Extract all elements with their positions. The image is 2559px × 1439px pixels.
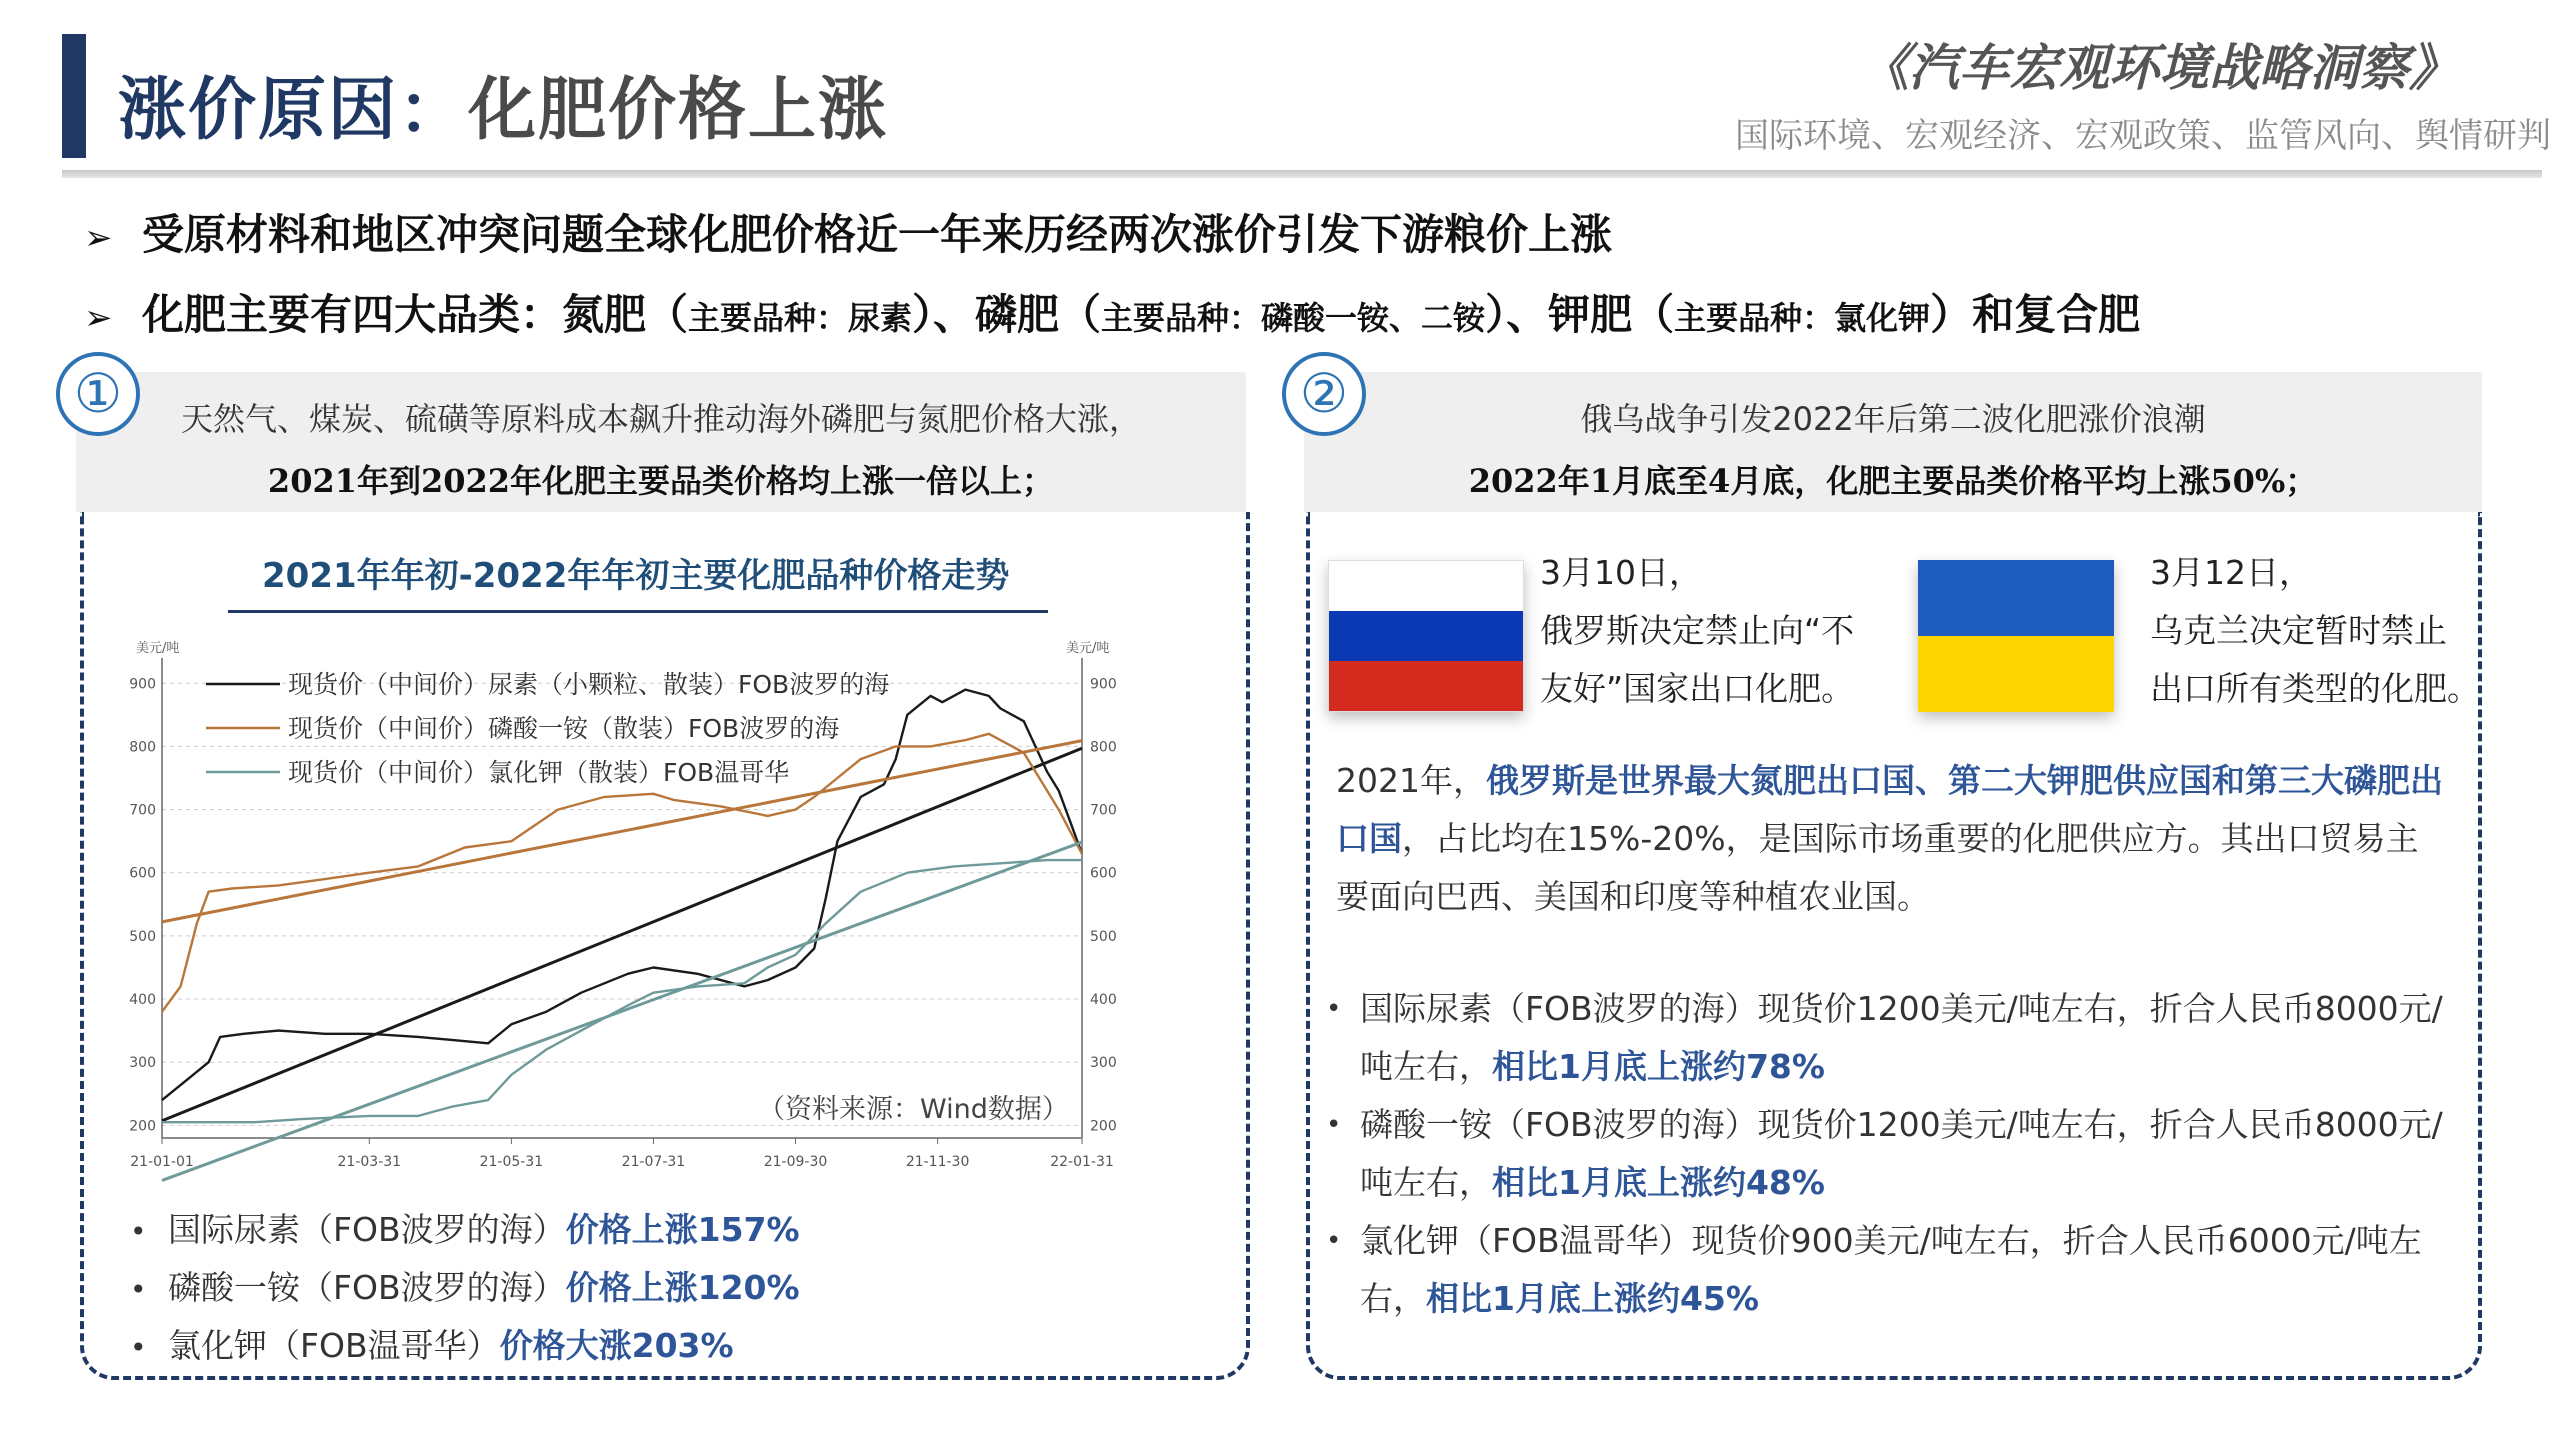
panel-1-bullet [130, 1204, 800, 1251]
chart-legend [206, 670, 889, 787]
arrow-bullet-icon: ➢ [84, 298, 113, 338]
panel-2-bullet-emphasis: 相比1月底上涨约45% [1426, 1279, 1759, 1318]
panel-1-bullet-emphasis: 价格上涨157% [565, 1210, 800, 1249]
ukraine-note-line-3: 出口所有类型的化肥。 [2150, 669, 2480, 708]
x-tick-label: 21-03-31 [337, 1154, 402, 1170]
panel-1-number-badge: ① [56, 352, 140, 436]
y-tick-label-left: 800 [129, 739, 156, 756]
brand-title: 《汽车宏观环境战略洞察》 [1859, 39, 2459, 97]
panel-1-bullet-text: 磷酸一铵（FOB波罗的海） [168, 1268, 566, 1307]
y-tick-label-right: 900 [1090, 676, 1117, 693]
arrow-bullet-icon: ➢ [84, 218, 113, 258]
b2-part-d: 主要品种：磷酸一铵、二铵 [1101, 299, 1486, 337]
b2-part-e: ）、钾肥（ [1485, 290, 1675, 339]
y-tick-label-right: 500 [1090, 928, 1117, 945]
para-lead: 2021年， [1336, 761, 1486, 800]
legend-label: 现货价（中间价）尿素（小颗粒、散装）FOB波罗的海 [288, 670, 890, 699]
legend-label: 现货价（中间价）氯化钾（散装）FOB温哥华 [288, 758, 790, 787]
y-tick-label-left: 900 [129, 676, 156, 693]
y-tick-label-left: 300 [129, 1055, 156, 1072]
b2-part-g: ）和复合肥 [1930, 290, 2141, 339]
x-tick-label: 22-01-31 [1050, 1154, 1114, 1170]
b2-part-c: ）、磷肥（ [912, 290, 1102, 339]
panel-1-bullet-text: 氯化钾（FOB温哥华） [168, 1326, 500, 1365]
left-axis-unit: 美元/吨 [136, 641, 180, 656]
bullet-dot-icon: • [1326, 1110, 1342, 1140]
title-accent-bar [62, 34, 86, 158]
panel-2-bullet-text: 国际尿素（FOB波罗的海）现货价1200美元/吨左右，折合人民币8000元/吨左右， [1360, 989, 2443, 1086]
panel-2-bullet [1326, 1096, 2466, 1212]
bullet-dot-icon: • [130, 1273, 147, 1306]
y-tick-label-right: 700 [1090, 802, 1117, 819]
x-tick-label: 21-07-31 [621, 1154, 686, 1170]
panel-2-bullet [1326, 980, 2466, 1096]
y-tick-label-left: 600 [129, 865, 156, 882]
bullet-dot-icon: • [1326, 994, 1342, 1024]
panel-1-bullet-text: 国际尿素（FOB波罗的海） [168, 1210, 566, 1249]
y-tick-label-right: 400 [1090, 992, 1117, 1009]
page-title-main: 涨价原因： [118, 71, 469, 150]
page-title-sub: 化肥价格上涨 [468, 71, 889, 150]
right-axis-unit: 美元/吨 [1066, 641, 1110, 656]
summary-bullet-1-text: 受原材料和地区冲突问题全球化肥价格近一年来历经两次涨价引发下游粮价上涨 [142, 210, 1613, 259]
ukraine-flag-icon [1918, 560, 2114, 712]
y-tick-label-right: 800 [1090, 739, 1117, 756]
russia-flag-icon [1328, 560, 1524, 712]
panel-2-number-badge: ② [1282, 352, 1366, 436]
brand-subtitle: 国际环境、宏观经济、宏观政策、监管风向、舆情研判 [1735, 116, 2551, 156]
x-tick-label: 21-01-01 [130, 1154, 194, 1170]
panel-1-bullet-emphasis: 价格上涨120% [565, 1268, 800, 1307]
y-tick-label-right: 200 [1090, 1118, 1117, 1135]
panel-2-header-line-2: 2022年1月底至4月底，化肥主要品类价格平均上涨50%； [1468, 462, 2318, 500]
panel-2-bullet-emphasis: 相比1月底上涨约48% [1492, 1163, 1825, 1202]
summary-bullet-2 [84, 282, 2140, 342]
legend-label: 现货价（中间价）磷酸一铵（散装）FOB波罗的海 [288, 714, 840, 743]
panel-1-header [76, 372, 1246, 512]
panel-2-bullet-text: 磷酸一铵（FOB波罗的海）现货价1200美元/吨左右，折合人民币8000元/吨左右， [1360, 1105, 2443, 1202]
y-tick-label-right: 600 [1090, 865, 1117, 882]
panel-2-bullet-emphasis: 相比1月底上涨约78% [1492, 1047, 1825, 1086]
y-tick-label-left: 700 [129, 802, 156, 819]
panel-1-header-line-2: 2021年到2022年化肥主要品类价格均上涨一倍以上； [267, 462, 1055, 500]
russia-export-paragraph [1336, 752, 2446, 926]
b2-part-b: 主要品种：尿素 [688, 299, 913, 337]
russia-ban-note [1540, 544, 1854, 718]
chart-title-underline [228, 610, 1048, 613]
bullet-dot-icon: • [1326, 1226, 1342, 1256]
y-tick-label-left: 500 [129, 928, 156, 945]
ukraine-note-line-1: 3月12日， [2150, 553, 2312, 592]
x-tick-label: 21-11-30 [905, 1154, 970, 1170]
header-divider [62, 170, 2542, 178]
x-tick-label: 21-09-30 [763, 1154, 828, 1170]
y-tick-label-right: 300 [1090, 1055, 1117, 1072]
y-tick-label-left: 400 [129, 992, 156, 1009]
panel-1-bullet [130, 1320, 734, 1367]
x-tick-label: 21-05-31 [479, 1154, 544, 1170]
panel-1-header-line-1: 天然气、煤炭、硫磺等原料成本飙升推动海外磷肥与氮肥价格大涨， [180, 400, 1141, 438]
b2-part-a: 化肥主要有四大品类：氮肥（ [142, 290, 689, 339]
russia-note-line-1: 3月10日， [1540, 553, 1702, 592]
ukraine-ban-note [2150, 544, 2480, 718]
fertilizer-price-chart [122, 628, 1122, 1188]
panel-1-bullet [130, 1262, 800, 1309]
ukraine-note-line-2: 乌克兰决定暂时禁止 [2150, 611, 2447, 650]
source-note: （资料来源：Wind数据） [758, 1094, 1069, 1125]
panel-2-header [1304, 372, 2482, 512]
bullet-dot-icon: • [130, 1331, 147, 1364]
b2-part-f: 主要品种：氯化钾 [1674, 299, 1931, 337]
bullet-dot-icon: • [130, 1215, 147, 1248]
panel-2-bullet [1326, 1212, 2466, 1328]
summary-bullet-1 [84, 202, 1612, 262]
russia-note-line-2: 俄罗斯决定禁止向“不 [1540, 611, 1855, 650]
panel-2-header-line-1: 俄乌战争引发2022年后第二波化肥涨价浪潮 [1580, 400, 2206, 438]
page-title [118, 56, 888, 153]
panel-1-bullet-emphasis: 价格大涨203% [499, 1326, 734, 1365]
para-rest: ，占比均在15%-20%，是国际市场重要的化肥供应方。其出口贸易主要面向巴西、美国和印度等种植农业国。 [1336, 819, 2419, 916]
russia-note-line-3: 友好”国家出口化肥。 [1540, 669, 1855, 708]
y-tick-label-left: 200 [129, 1118, 156, 1135]
chart-title: 2021年年初-2022年年初主要化肥品种价格走势 [262, 556, 1010, 596]
panel-2-bullet-text: 氯化钾（FOB温哥华）现货价900美元/吨左右，折合人民币6000元/吨左右， [1360, 1221, 2422, 1318]
para-highlight: 俄罗斯是世界最大氮肥出口国、第二大钾肥供应国和第三大磷肥出口国 [1336, 761, 2443, 858]
